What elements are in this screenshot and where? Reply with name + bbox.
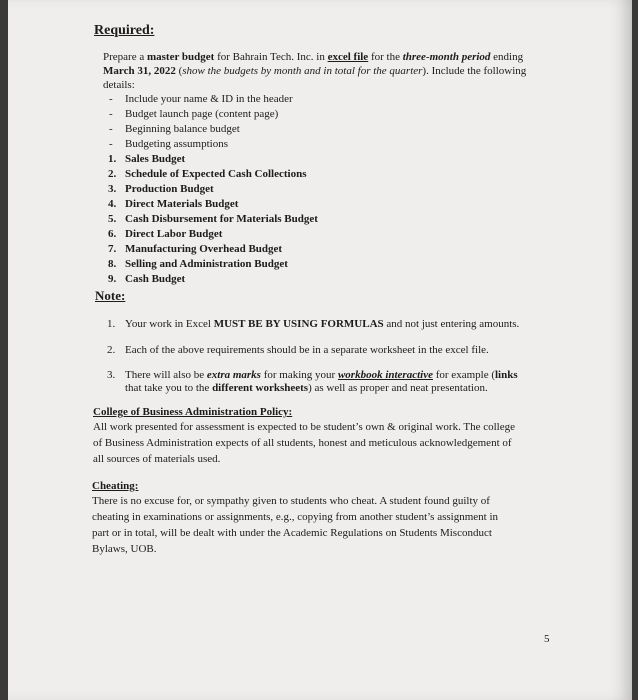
note-item-3-line-2: that take you to the different worksheets) as well as proper and neat presentation. [125,382,488,394]
policy-line: all sources of materials used. [93,453,221,465]
numbered-num: 8. [108,258,117,270]
numbered-num: 5. [108,213,117,225]
numbered-num: 6. [108,228,117,240]
numbered-item: Selling and Administration Budget [125,258,288,270]
cheating-line: There is no excuse for, or sympathy given to students who cheat. A student found guilty of [92,495,490,507]
note-num: 1. [107,318,116,330]
note-item-3-line-1: There will also be extra marks for making your workbook interactive for example (links [125,369,518,381]
cheating-line: Bylaws, UOB. [92,543,157,555]
numbered-num: 7. [108,243,117,255]
bullet-item: Budgeting assumptions [125,138,228,150]
numbered-item: Manufacturing Overhead Budget [125,243,283,255]
numbered-num: 2. [108,168,117,180]
page-number: 5 [544,633,550,645]
bullet-item: Budget launch page (content page) [125,108,279,120]
intro-line-2: March 31, 2022 (show the budgets by month and in total for the quarter). Include the following [103,65,527,77]
numbered-item: Direct Materials Budget [125,198,239,210]
policy-heading: College of Business Administration Policy: [93,406,293,418]
note-num: 2. [107,344,116,356]
cheating-line: cheating in examinations or assignments, e.g., copying from another student’s assignment in [92,511,499,523]
intro-line-1: Prepare a master budget for Bahrain Tech. Inc. in excel file for the three-month period ending [103,51,524,63]
bullet-item: Include your name & ID in the header [125,93,293,105]
numbered-item: Direct Labor Budget [125,228,223,240]
bullet-marker: - [109,93,113,105]
note-heading: Note: [95,288,126,303]
cheating-line: part or in total, will be dealt with under the Academic Regulations on Students Misconduct [92,527,492,539]
numbered-item: Sales Budget [125,153,186,165]
numbered-num: 4. [108,198,117,210]
note-item-1: Your work in Excel MUST BE BY USING FORMULAS and not just entering amounts. [125,318,520,330]
bullet-marker: - [109,123,113,135]
numbered-item: Cash Disbursement for Materials Budget [125,213,318,225]
bullet-item: Beginning balance budget [125,123,240,135]
policy-line: All work presented for assessment is expected to be student’s own & original work. The college [93,421,515,433]
numbered-item: Schedule of Expected Cash Collections [125,168,307,180]
numbered-item: Production Budget [125,183,214,195]
note-item-2: Each of the above requirements should be in a separate worksheet in the excel file. [125,344,489,356]
numbered-num: 9. [108,273,117,285]
document-page [8,0,632,700]
cheating-heading: Cheating: [92,480,139,492]
intro-line-3: details: [103,79,135,91]
policy-line: of Business Administration expects of all students, honest and meticulous acknowledgement of [93,437,512,449]
note-num: 3. [107,369,116,381]
bullet-marker: - [109,108,113,120]
required-heading: Required: [94,23,155,38]
bullet-marker: - [109,138,113,150]
numbered-item: Cash Budget [125,273,186,285]
numbered-num: 1. [108,153,117,165]
numbered-num: 3. [108,183,117,195]
